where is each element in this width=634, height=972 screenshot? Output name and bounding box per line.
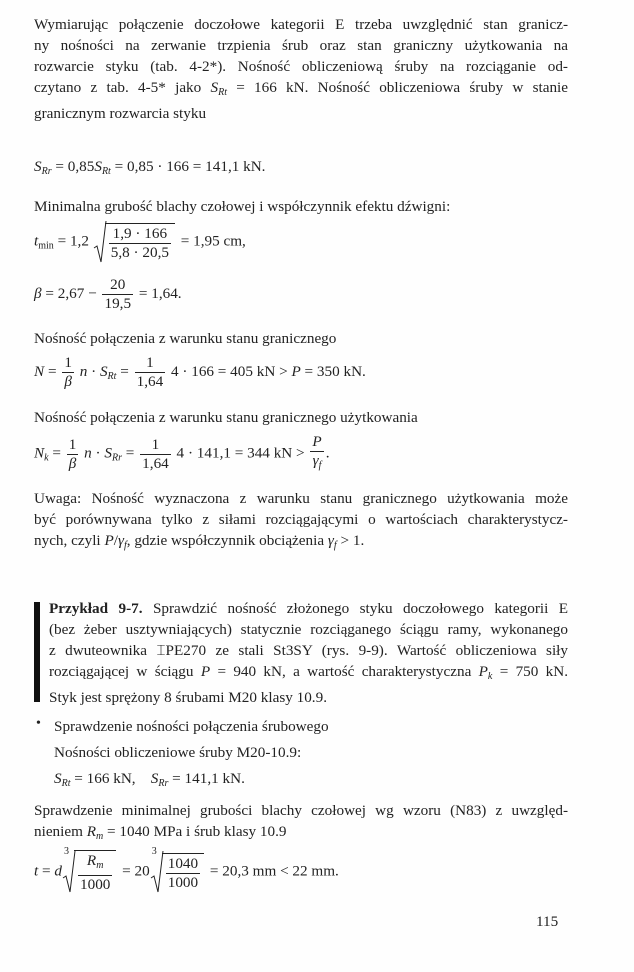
text-line: Przykład 9-7. Sprawdzić nośność złożonego styku doczołowego kategorii E bbox=[49, 600, 569, 617]
text-line: czytano z tab. 4-5* jako $S_{Rt} = 166$ kN. Nośność obliczeniowa śruby w stanie bbox=[34, 79, 569, 98]
text-minimal-thickness: Minimalna grubość blachy czołowej i współczynnik efektu dźwigni: bbox=[34, 198, 451, 215]
equation-nk: $N_k$ = $\frac{1}{\beta}$ $n \cdot S_{Rr}$ = $\frac{1}{1,64}$ 4 · 141,1 = 344 kN > $\frac{P}{\gamma_f}$ . bbox=[34, 433, 330, 475]
text-line: Uwaga: Nośność wyznaczona z warunku stanu granicznego użytkowania może bbox=[34, 490, 568, 507]
cbrt-sign: 3 $\frac{R_m}{1000}$ bbox=[62, 850, 116, 894]
text-line: (bez żeber usztywniających) statycznie rozciąganego ściągu ramy, wykonanego bbox=[49, 621, 568, 638]
equation-bolt-values: $S_{Rt} = 166$ kN, $S_{Rr} = 141,1$ kN. bbox=[54, 770, 245, 789]
text-line: być porównywana tylko z siłami rozciągającymi o wartościach charakterystycz- bbox=[34, 511, 568, 528]
note-paragraph bbox=[34, 488, 568, 556]
text-line: nych, czyli $P/\gamma_f$, gdzie współczynnik obciążenia $\gamma_f > 1$. bbox=[34, 532, 365, 551]
text-line: ny nośności na zerwanie trzpienia śrub oraz stan graniczny użytkowania na bbox=[34, 37, 568, 54]
page-number: 115 bbox=[536, 913, 559, 930]
text-line: rozciągającej w ściągu P = 940 kN, a wartość charakterystyczna $P_k = 750$ kN. bbox=[49, 663, 569, 682]
text-line: rozwarcie styku (tab. 4-2*). Nośność obliczeniową śruby na rozciąganie od- bbox=[34, 58, 568, 75]
text-line: z dwuteownika ⌶PE270 ze stali St3SY (rys. 9-9). Wartość obliczeniowa siły bbox=[49, 642, 568, 659]
text-ultimate-state: Nośność połączenia z warunku stanu granicznego bbox=[34, 330, 337, 347]
equation-t: t = d 3 $\frac{R_m}{1000}$ = 20 3 $\frac{1040}{1000}$ = 20,3 mm < 22 mm. bbox=[34, 846, 339, 893]
example-9-7 bbox=[49, 598, 568, 708]
text-bolt-capacities: Nośności obliczeniowe śruby M20-10.9: bbox=[54, 744, 302, 761]
intro-paragraph bbox=[34, 14, 568, 124]
equation-beta: β = 2,67 − $\frac{20}{19,5}$ = 1,64. bbox=[34, 276, 182, 312]
text-line: Wymiarując połączenie doczołowe kategorii E trzeba uwzględnić stan granicz- bbox=[34, 16, 568, 33]
bullet-icon: • bbox=[36, 716, 41, 731]
text-line: granicznym rozwarcia styku bbox=[34, 105, 207, 122]
text-line: Sprawdzenie minimalnej grubości blachy czołowej wg wzoru (N83) z uwzględ- bbox=[34, 802, 568, 819]
text-thickness-check bbox=[34, 800, 568, 847]
text-line: nieniem $R_m = 1040$ MPa i śrub klasy 10.9 bbox=[34, 823, 287, 842]
example-marker-bar bbox=[34, 602, 40, 702]
example-label: Przykład 9-7. bbox=[49, 600, 143, 617]
cbrt-sign: 3 $\frac{1040}{1000}$ bbox=[150, 850, 204, 894]
sqrt-sign: $\frac{1,9 \cdot 166}{5,8 \cdot 20,5}$ bbox=[93, 220, 175, 264]
equation-srr: $S_{Rr} = 0,85S_{Rt} = 0,85 \cdot 166 = 141,1$ kN. bbox=[34, 158, 266, 177]
text-line: Styk jest sprężony 8 śrubami M20 klasy 10.9. bbox=[49, 689, 327, 706]
equation-tmin: $t_{min} = 1,2$ $\frac{1,9 \cdot 166}{5,8 \cdot 20,5}$ = 1,95 cm, bbox=[34, 220, 246, 264]
equation-n: N = $\frac{1}{\beta}$ $n \cdot S_{Rt}$ = $\frac{1}{1,64}$ 4 · 166 = 405 kN > P = 350 kN. bbox=[34, 354, 366, 390]
text-serviceability-state: Nośność połączenia z warunku stanu granicznego użytkowania bbox=[34, 409, 418, 426]
bullet-text: Sprawdzenie nośności połączenia śrubowego bbox=[54, 718, 329, 735]
